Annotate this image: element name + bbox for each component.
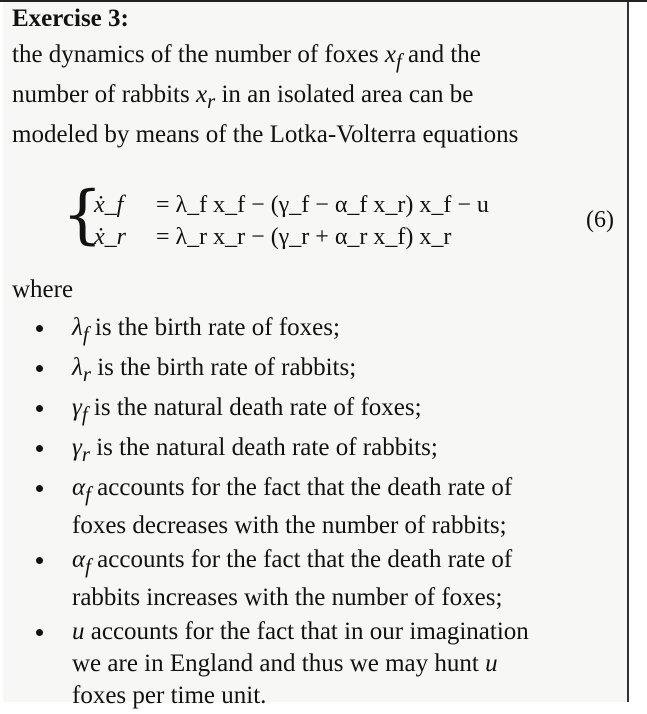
lotka-volterra-equation	[62, 178, 602, 260]
list-item: $\lambda_r$ is the birth rate of rabbits;	[12, 352, 624, 390]
parameter-list	[12, 312, 624, 714]
list-item: $\lambda_f$ is the birth rate of foxes;	[12, 312, 624, 350]
list-item: $\alpha_f$ accounts for the fact that the death rate of foxes decreases with the number of rabbits;	[12, 472, 624, 542]
list-item: $\gamma_f$ is the natural death rate of foxes;	[12, 392, 624, 430]
left-brace: {	[62, 178, 103, 252]
list-item: $\alpha_f$ accounts for the fact that the death rate of rabbits increases with the number of foxes;	[12, 544, 624, 614]
equation-rhs-rabbits: = λ_r x_r − (γ_r + α_r x_f) x_r	[156, 224, 452, 250]
bullet-icon	[36, 405, 43, 412]
intro-paragraph	[12, 38, 618, 152]
equation-row-rabbits	[94, 222, 451, 252]
bullet-icon	[36, 325, 43, 332]
list-item: u accounts for the fact that in our imagination we are in England and thus we may hunt u foxes per time unit.	[12, 616, 624, 712]
intro-line-1: the dynamics of the number of foxes $x_f$ and the	[12, 41, 481, 73]
list-item: $\gamma_r$ is the natural death rate of rabbits;	[12, 432, 624, 470]
intro-line-3: modeled by means of the Lotka-Volterra equations	[12, 121, 519, 148]
where-label: where	[12, 276, 74, 303]
equation-row-foxes	[94, 190, 489, 220]
equation-lhs-rabbits: ẋ_r	[94, 224, 126, 250]
bullet-icon	[36, 445, 43, 452]
equation-rhs-foxes: = λ_f x_f − (γ_f − α_f x_r) x_f − u	[156, 192, 489, 218]
equation-number: (6)	[586, 207, 614, 233]
bullet-icon	[36, 365, 43, 372]
equation-lhs-foxes: ẋ_f	[94, 192, 124, 218]
bullet-icon	[36, 629, 43, 636]
intro-line-2: number of rabbits $x_r$ in an isolated area can be	[12, 81, 474, 113]
exercise-title: Exercise 3:	[12, 5, 129, 32]
bullet-icon	[36, 485, 43, 492]
bullet-icon	[36, 557, 43, 564]
right-border	[627, 2, 629, 702]
